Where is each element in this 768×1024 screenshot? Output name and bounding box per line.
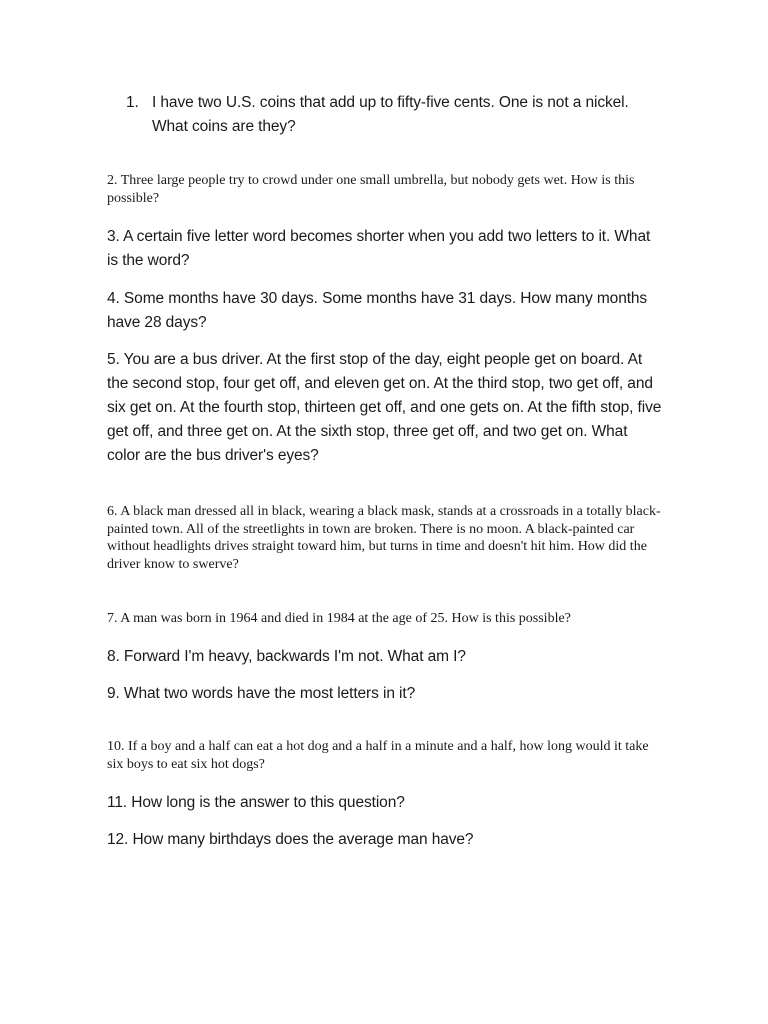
- question-2: 2. Three large people try to crowd under one small umbrella, but nobody gets wet. How is this possible?: [107, 173, 635, 206]
- question-9: 9. What two words have the most letters in it?: [107, 685, 416, 702]
- question-3: 3. A certain five letter word becomes shorter when you add two letters to it. What is the word?: [107, 228, 651, 269]
- question-12: 12. How many birthdays does the average man have?: [107, 831, 474, 848]
- question-7: 7. A man was born in 1964 and died in 1984 at the age of 25. How is this possible?: [107, 611, 571, 626]
- question-1: [126, 91, 656, 139]
- question-4: 4. Some months have 30 days. Some months have 31 days. How many months have 28 days?: [107, 290, 648, 331]
- question-11: 11. How long is the answer to this question?: [107, 794, 405, 811]
- question-1-text: I have two U.S. coins that add up to fifty-five cents. One is not a nickel. What coins are they?: [152, 94, 629, 135]
- question-10: 10. If a boy and a half can eat a hot dog and a half in a minute and a half, how long would it take six boys to eat six hot dogs?: [107, 739, 649, 772]
- question-8: 8. Forward I'm heavy, backwards I'm not. What am I?: [107, 648, 466, 665]
- question-6: 6. A black man dressed all in black, wearing a black mask, stands at a crossroads in a totally black-painted town. All of the streetlights in town are broken. There is no moon. A black-painted car without headlights drives straight toward him, but turns in time and doesn't hit him. How did the driver know to swerve?: [107, 504, 661, 572]
- question-1-number: 1.: [126, 94, 139, 111]
- question-5: 5. You are a bus driver. At the first stop of the day, eight people get on board. At the second stop, four get off, and eleven get on. At the third stop, two get off, and six get on. At the fourth stop, thirteen get off, and one gets on. At the fifth stop, five get off, and three get on. At the sixth stop, three get off, and two get on. What color are the bus driver's eyes?: [107, 351, 662, 464]
